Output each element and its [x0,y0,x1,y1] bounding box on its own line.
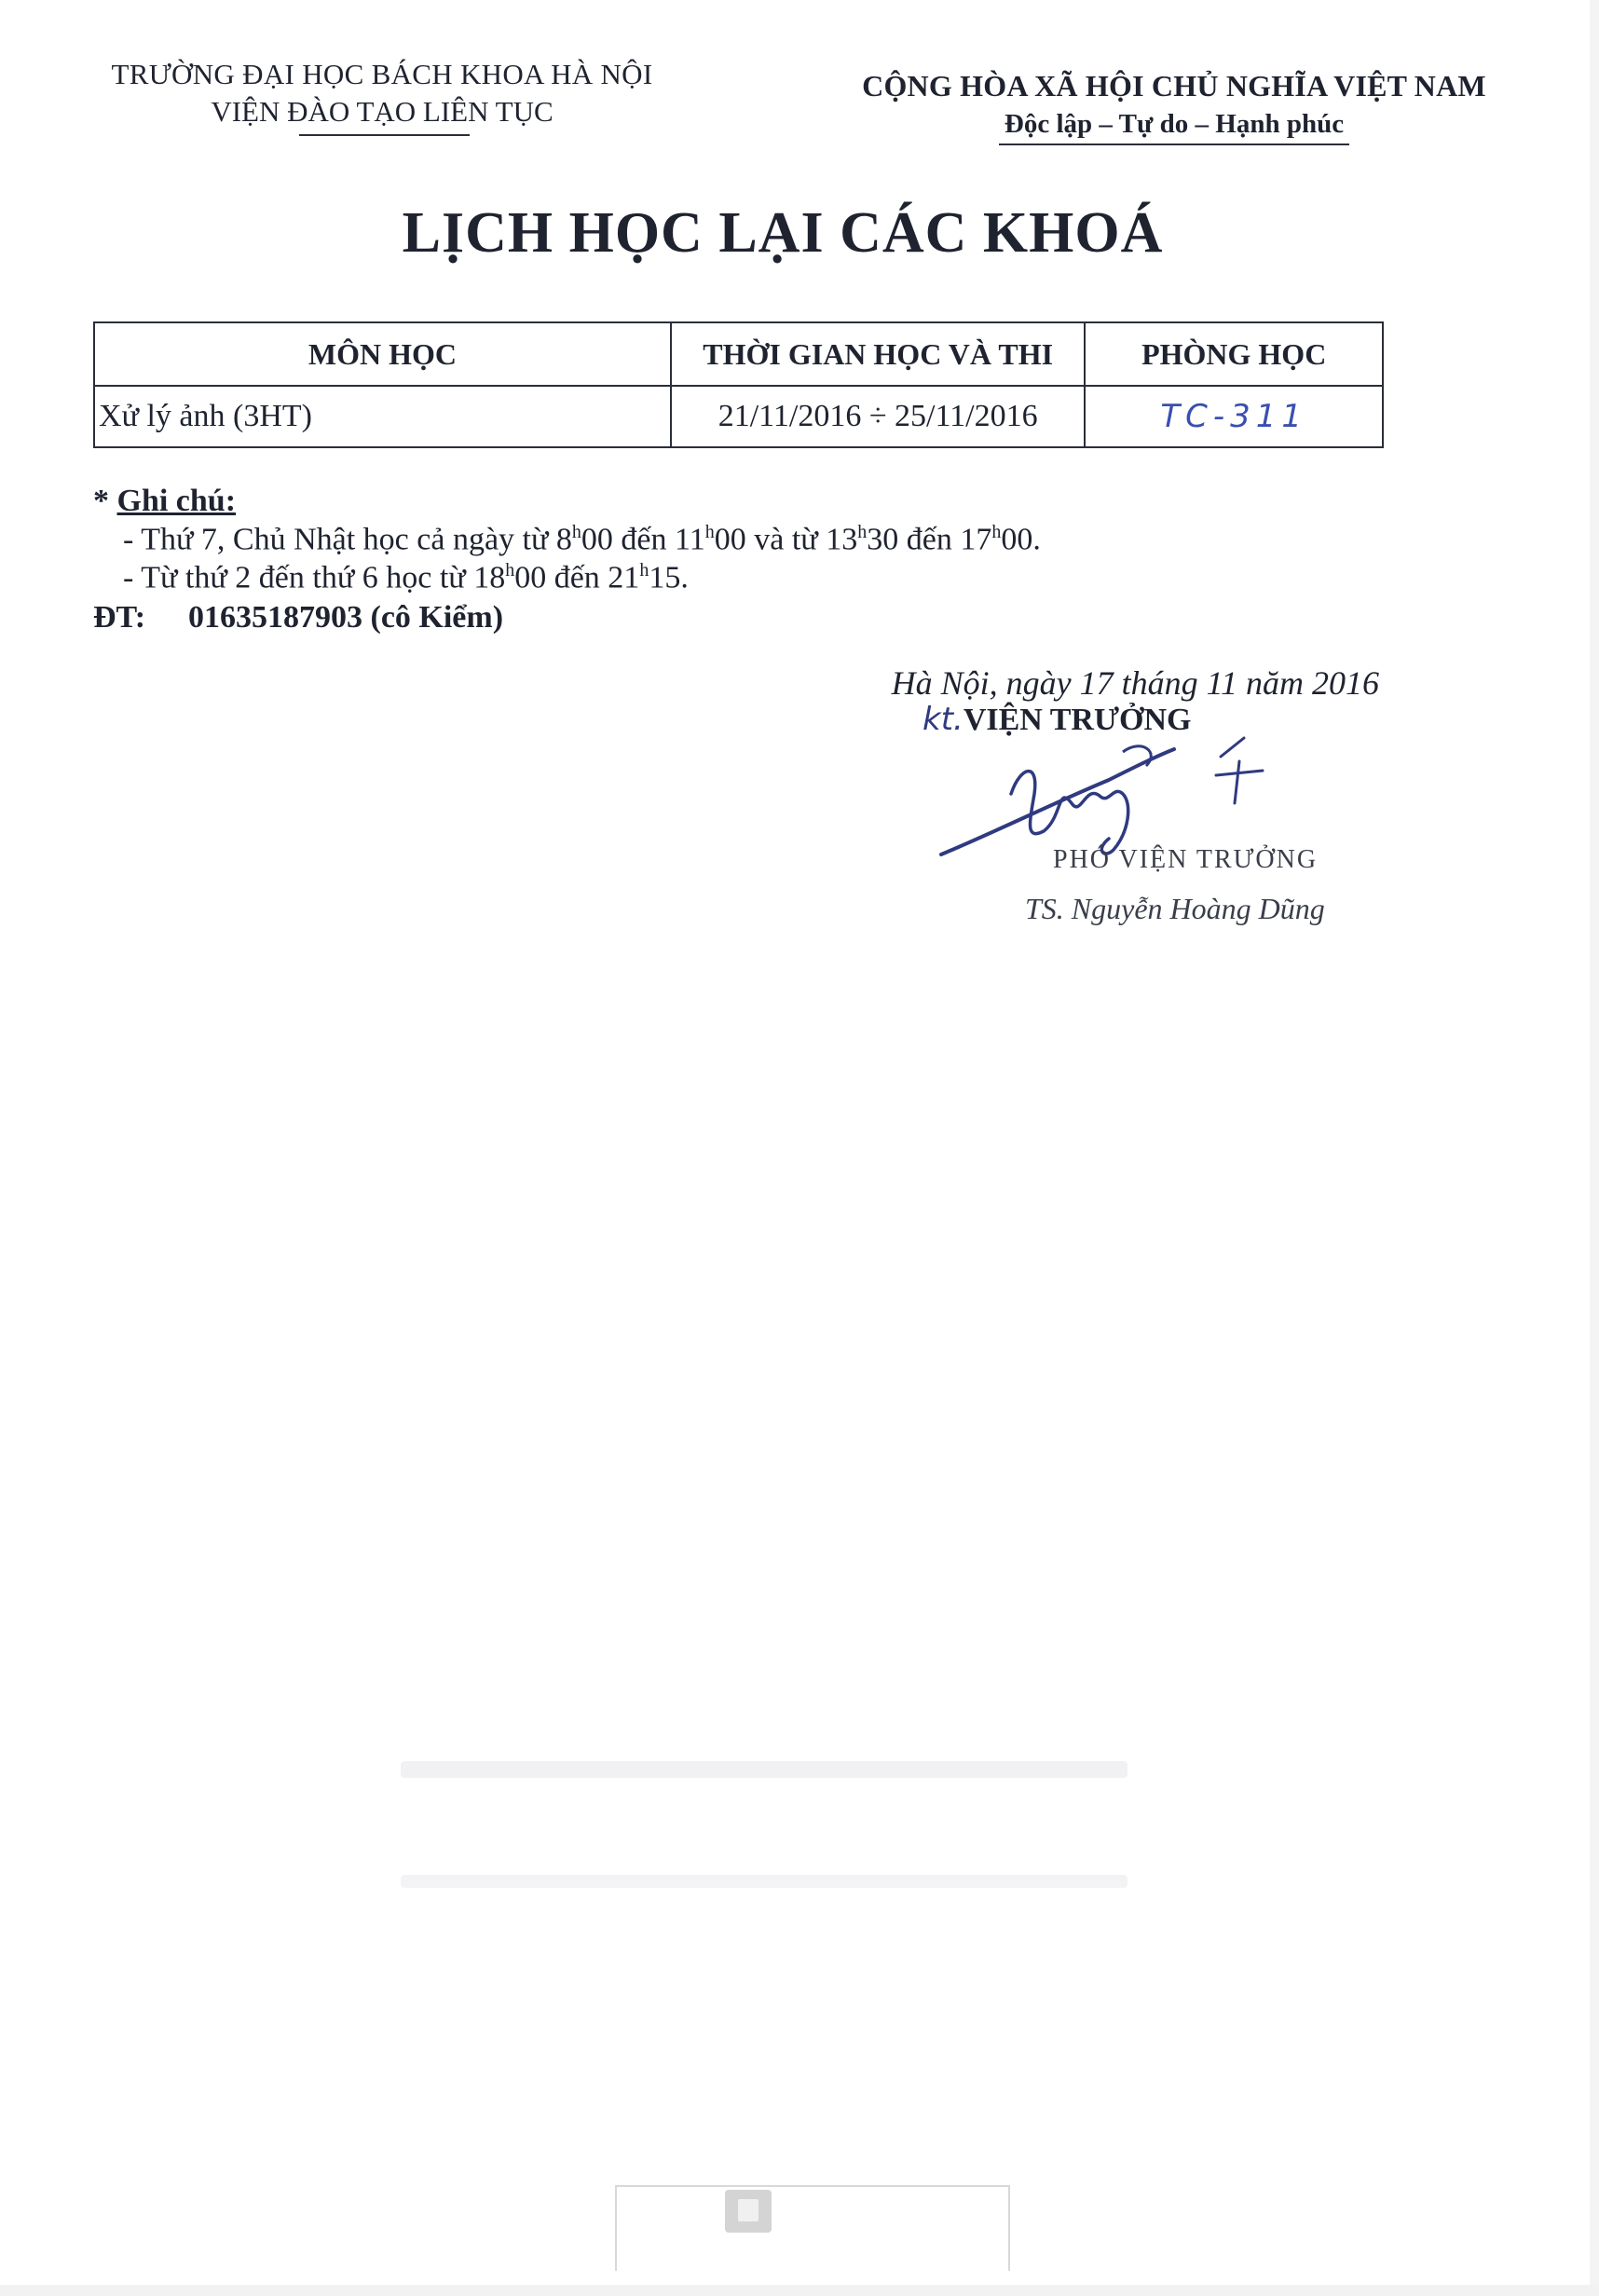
bleed-through-mark-2 [391,1864,1137,1901]
university-name: TRƯỜNG ĐẠI HỌC BÁCH KHOA HÀ NỘI [111,58,653,90]
note-weekend-text-d: 30 đến 17 [867,522,992,557]
deputy-title: PHÓ VIỆN TRƯỞNG [1053,845,1319,874]
note-weekday-text-a: - Từ thứ 2 đến thứ 6 học từ 18 [123,560,506,595]
institution-header [56,58,708,129]
institute-name [211,95,553,129]
column-header-subject: MÔN HỌC [94,322,671,386]
notes-heading [93,483,1398,521]
document-title: LỊCH HỌC LẠI CÁC KHOÁ [402,201,1164,265]
note-weekend-sup-1: h [571,521,581,542]
table-header-row [94,322,1383,386]
director-title: VIỆN TRƯỞNG [963,703,1192,737]
schedule-table [93,321,1384,448]
institute-name-text: VIỆN ĐÀO TẠO LIÊN TỤC [211,95,554,128]
notes-section [93,483,1398,637]
cell-time: 21/11/2016 ÷ 25/11/2016 [671,386,1085,447]
note-weekend [93,521,1398,559]
deputy-name: TS. Nguyễn Hoàng Dũng [1025,892,1325,925]
phone-value: 01635187903 (cô Kiểm) [188,600,504,636]
kt-prefix: kt. [922,701,964,738]
national-header [801,69,1547,145]
national-motto: Độc lập – Tự do – Hạnh phúc [999,109,1349,145]
column-header-time: THỜI GIAN HỌC VÀ THI [671,322,1085,386]
place-date: Hà Nội, ngày 17 tháng 11 năm 2016 [891,664,1379,702]
note-weekend-sup-4: h [991,521,1002,542]
column-header-room: PHÒNG HỌC [1085,322,1383,386]
note-weekday-sup-2: h [639,559,649,581]
note-weekday-text-c: 15. [649,560,689,595]
cell-room-handwritten: TC-311 [1085,386,1383,447]
note-weekend-sup-2: h [704,521,715,542]
notes-label: Ghi chú: [116,484,237,518]
page-edge-right [1590,0,1599,2296]
institute-underline [299,134,469,136]
notes-star: * [93,484,109,518]
note-weekend-text-a: - Thứ 7, Chủ Nhật học cả ngày từ 8 [123,522,572,557]
phone-label: ĐT: [93,600,146,636]
note-weekday [93,559,1398,597]
cell-subject: Xử lý ảnh (3HT) [94,386,671,447]
table-row [94,386,1383,447]
page-edge-bottom [0,2285,1599,2296]
note-weekend-text-b: 00 đến 11 [581,522,705,557]
note-weekend-sup-3: h [857,521,868,542]
scanner-logo-icon [725,2190,772,2233]
note-weekend-text-c: 00 và từ 13 [714,522,858,557]
contact-phone [93,599,1398,637]
country-name: CỘNG HÒA XÃ HỘI CHỦ NGHĨA VIỆT NAM [862,69,1486,102]
scanner-frame [615,2185,1010,2271]
note-weekday-sup-1: h [505,559,515,581]
bleed-through-mark-1 [391,1752,1137,1789]
note-weekday-text-b: 00 đến 21 [514,560,640,595]
note-weekend-text-e: 00. [1001,522,1041,557]
